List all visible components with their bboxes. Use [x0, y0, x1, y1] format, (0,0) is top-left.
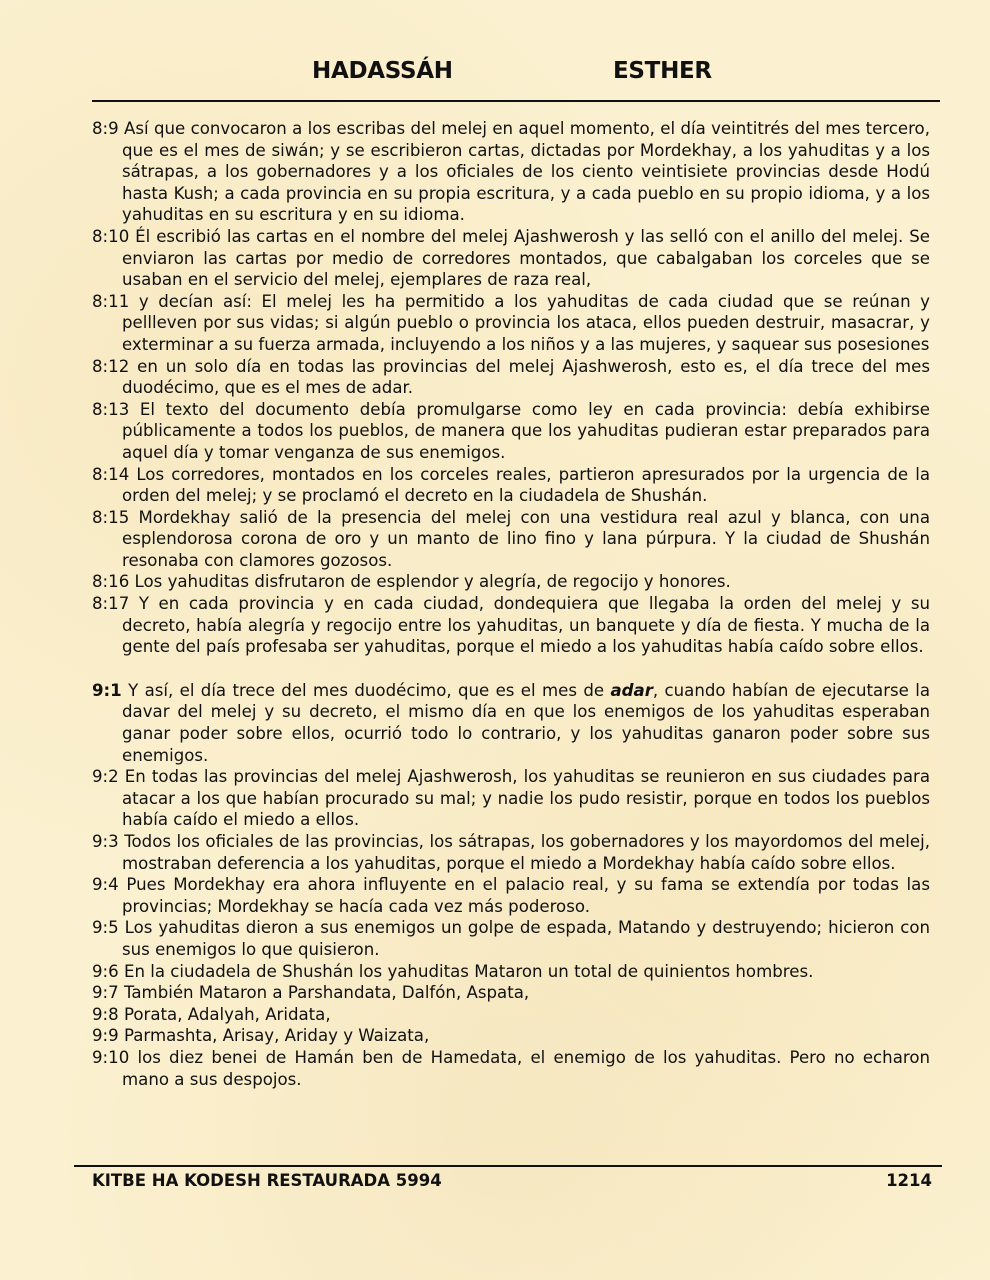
footer-title: KITBE HA KODESH RESTAURADA 5994: [92, 1171, 442, 1190]
chapter-gap: [92, 658, 930, 680]
verse-9-9: 9:9 Parmashta, Arisay, Ariday y Waizata,: [92, 1026, 430, 1046]
verse-9-7: 9:7 También Mataron a Parshandata, Dalfón, Aspata,: [92, 983, 530, 1003]
verse-8-12: 8:12 en un solo día en todas las provincias del melej Ajashwerosh, esto es, el día trece del mes duodécimo, que es el mes de adar.: [92, 356, 930, 398]
verse-9-1-emphasis: adar: [610, 680, 653, 700]
verse-8-11: 8:11 y decían así: El melej les ha permitido a los yahuditas de cada ciudad que se reúnan y pellleven por sus vidas; si algún pueblo o provincia los ataca, ellos pueden destruir, masacrar, y exterminar a su fuerza armada, incluyendo a los niños y a las mujeres, y saquear sus posesiones: [92, 291, 930, 354]
scripture-text: [92, 118, 930, 1090]
verse-8-17: 8:17 Y en cada provincia y en cada ciudad, dondequiera que llegaba la orden del melej y su decreto, había alegría y regocijo entre los yahuditas, un banquete y día de fiesta. Y mucha de la gente del país profesaba ser yahuditas, porque el miedo a los yahuditas había caído sobre ellos.: [92, 594, 930, 657]
verse-8-15: 8:15 Mordekhay salió de la presencia del melej con una vestidura real azul y blanca, con una esplendorosa corona de oro y un manto de lino fino y lana púrpura. Y la ciudad de Shushán resonaba con clamores gozosos.: [92, 507, 930, 570]
verse-9-2: 9:2 En todas las provincias del melej Ajashwerosh, los yahuditas se reunieron en sus ciudades para atacar a los que habían procurado su mal; y nadie los pudo resistir, porque en todos los pueblos había caído el miedo a ellos.: [92, 767, 930, 830]
header-book-name: ESTHER: [613, 58, 712, 84]
header-rule: [92, 100, 940, 102]
verse-8-14: 8:14 Los corredores, montados en los corceles reales, partieron apresurados por la urgencia de la orden del melej; y se proclamó el decreto en la ciudadela de Shushán.: [92, 464, 930, 506]
footer-rule: [74, 1165, 942, 1167]
chapter-verse-number: 9:1: [92, 680, 122, 700]
page-header: [0, 58, 990, 90]
verse-9-10: 9:10 los diez benei de Hamán ben de Hamedata, el enemigo de los yahuditas. Pero no echaron mano a sus despojos.: [92, 1047, 930, 1089]
verse-9-1-text-after: , cuando habían de ejecutarse la davar del melej y su decreto, el mismo día en que los enemigos de los yahuditas esperaban ganar poder sobre ellos, ocurrió todo lo contrario, y los yahuditas ganaron poder sobre sus enemigos.: [122, 680, 930, 765]
verse-8-9: 8:9 Así que convocaron a los escribas del melej en aquel momento, el día veintitrés del mes tercero, que es el mes de siwán; y se escribieron cartas, dictadas por Mordekhay, a los yahuditas y a los sátrapas, a los gobernadores y a los oficiales de los ciento veintisiete provincias desde Hodú hasta Kush; a cada provincia en su propia escritura, y a cada pueblo en su propio idioma, y a los yahuditas en su escritura y en su idioma.: [92, 119, 930, 225]
verse-9-1-text-before: Y así, el día trece del mes duodécimo, que es el mes de: [121, 680, 611, 700]
page-number: 1214: [886, 1171, 932, 1190]
verse-8-16: 8:16 Los yahuditas disfrutaron de esplendor y alegría, de regocijo y honores.: [92, 572, 731, 592]
verse-8-13: 8:13 El texto del documento debía promulgarse como ley en cada provincia: debía exhibirse públicamente a todos los pueblos, de manera que los yahuditas pudieran estar preparados para aquel día y tomar venganza de sus enemigos.: [92, 399, 930, 462]
verse-9-3: 9:3 Todos los oficiales de las provincias, los sátrapas, los gobernadores y los mayordomos del melej, mostraban deferencia a los yahuditas, porque el miedo a Mordekhay había caído sobre ellos.: [92, 832, 930, 873]
header-book-hebrew: HADASSÁH: [312, 58, 453, 84]
verse-9-8: 9:8 Porata, Adalyah, Aridata,: [92, 1004, 331, 1024]
verse-8-10: 8:10 Él escribió las cartas en el nombre del melej Ajashwerosh y las selló con el anillo del melej. Se enviaron las cartas por medio de corredores montados, que cabalgaban los corceles que se usaban en el servicio del melej, ejemplares de raza real,: [92, 226, 930, 290]
verse-9-5: 9:5 Los yahuditas dieron a sus enemigos un golpe de espada, Matando y destruyendo; hicieron con sus enemigos lo que quisieron.: [92, 918, 930, 959]
verse-9-6: 9:6 En la ciudadela de Shushán los yahuditas Mataron un total de quinientos hombres.: [92, 961, 814, 981]
verse-9-4: 9:4 Pues Mordekhay era ahora influyente en el palacio real, y su fama se extendía por todas las provincias; Mordekhay se hacía cada vez más poderoso.: [92, 875, 930, 916]
verse-9-1: [92, 680, 930, 766]
